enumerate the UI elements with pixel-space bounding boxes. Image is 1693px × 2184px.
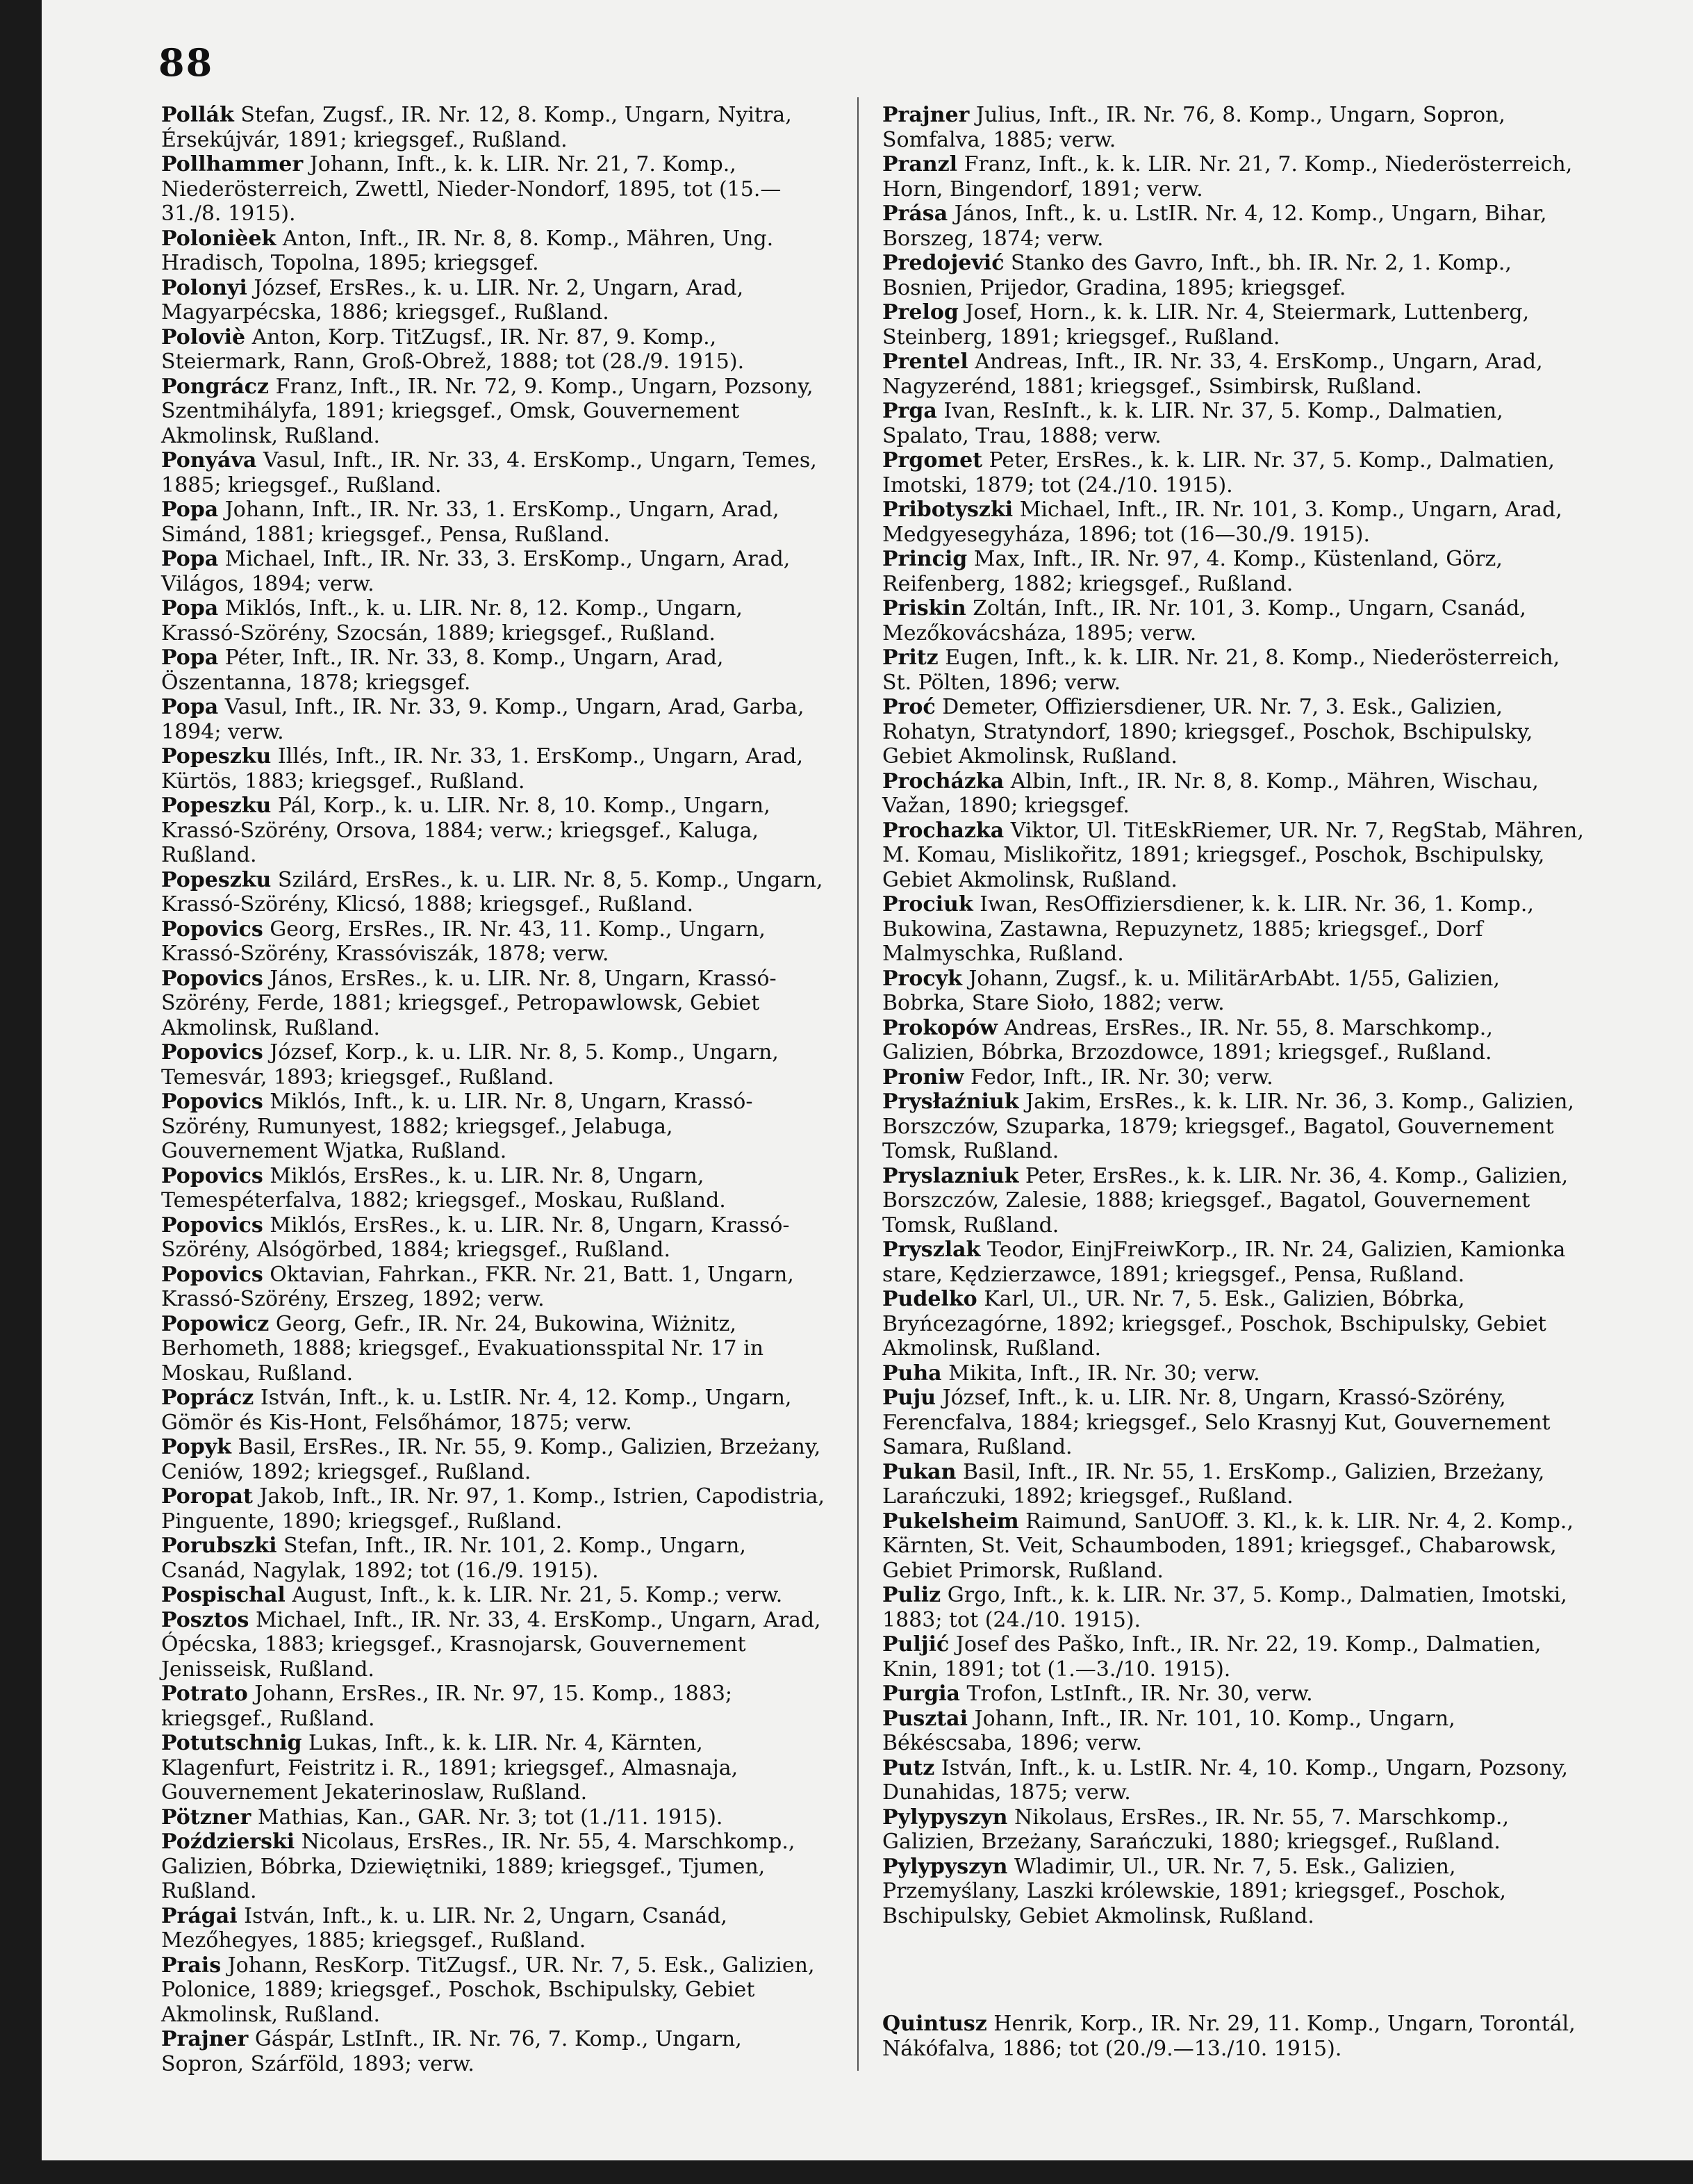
entry-details: Stanko des Gavro, Inft., bh. IR. Nr. 2, 1. Komp., Bosnien, Prijedor, Gradina, 1895; kriegsgef. (882, 251, 1512, 300)
register-entry (882, 1361, 1587, 1386)
entry-surname: Prentel (882, 350, 968, 374)
register-entry (882, 769, 1587, 819)
entry-surname: Prágai (161, 1903, 238, 1928)
entry-details: Stefan, Zugsf., IR. Nr. 12, 8. Komp., Ungarn, Nyitra, Érsekújvár, 1891; kriegsgef., Rußland. (161, 103, 792, 152)
entry-surname: Popovics (161, 917, 263, 942)
register-entry (882, 892, 1587, 967)
register-entry (882, 152, 1587, 202)
entry-details: Georg, ErsRes., IR. Nr. 43, 11. Komp., Ungarn, Krassó-Szörény, Krassóviszák, 1878; verw. (161, 917, 766, 966)
entry-details: Michael, Inft., IR. Nr. 33, 4. ErsKomp., Ungarn, Arad, Ópécska, 1883; kriegsgef., Krasnojarsk, Gouvernement Jenisseisk, Rußland. (161, 1607, 821, 1682)
entry-surname: Pranzl (882, 152, 958, 176)
entry-surname: Proniw (882, 1065, 964, 1090)
entry-details: Gáspár, LstInft., IR. Nr. 76, 7. Komp., Ungarn, Sopron, Szárföld, 1893; verw. (161, 2027, 742, 2076)
register-entry (161, 448, 828, 498)
entry-surname: Princig (882, 547, 968, 571)
entry-details: Lukas, Inft., k. k. LIR. Nr. 4, Kärnten, Klagenfurt, Feistritz i. R., 1891; kriegsgef., Almasnaja, Gouvernement Jekaterinoslaw, Rußland. (161, 1731, 738, 1805)
register-entry (161, 794, 828, 868)
entry-surname: Prais (161, 1953, 222, 1978)
entry-surname: Posztos (161, 1607, 249, 1632)
entry-details: Johann, ErsRes., IR. Nr. 97, 15. Komp., 1883; kriegsgef., Rußland. (161, 1682, 733, 1731)
register-entry (161, 1386, 828, 1435)
register-entry (161, 375, 828, 449)
entry-details: Johann, Inft., IR. Nr. 33, 1. ErsKomp., Ungarn, Arad, Simánd, 1881; kriegsgef., Pensa, Rußland. (161, 498, 779, 547)
entry-details: Miklós, ErsRes., k. u. LIR. Nr. 8, Ungarn, Temespéterfalva, 1882; kriegsgef., Moskau, Rußland. (161, 1163, 726, 1213)
letter-section-gap (882, 1928, 1587, 2012)
entry-surname: Prgomet (882, 448, 983, 473)
register-entry (882, 251, 1587, 300)
entry-surname: Popowicz (161, 1311, 270, 1336)
entry-surname: Popovics (161, 1262, 263, 1287)
register-entry (882, 547, 1587, 596)
entry-details: Julius, Inft., IR. Nr. 76, 8. Komp., Ungarn, Sopron, Somfalva, 1885; verw. (882, 103, 1505, 152)
entry-details: Nicolaus, ErsRes., IR. Nr. 55, 4. Marschkomp., Galizien, Bóbrka, Dziewiętniki, 1889; kriegsgef., Tjumen, Rußland. (161, 1830, 795, 1903)
register-entry (882, 2012, 1587, 2061)
page-number: 88 (158, 40, 214, 85)
entry-details: Illés, Inft., IR. Nr. 33, 1. ErsKomp., Ungarn, Arad, Kürtös, 1883; kriegsgef., Rußland. (161, 744, 804, 794)
entry-details: Peter, ErsRes., k. k. LIR. Nr. 37, 5. Komp., Dalmatien, Imotski, 1879; tot (24./10. 1915). (882, 448, 1555, 498)
entry-surname: Pryslazniuk (882, 1163, 1019, 1188)
entry-surname: Popa (161, 547, 219, 571)
entry-details: István, Inft., k. u. LstIR. Nr. 4, 10. Komp., Ungarn, Pozsony, Dunahidas, 1875; verw. (882, 1755, 1569, 1805)
entry-details: Josef des Paško, Inft., IR. Nr. 22, 19. Komp., Dalmatien, Knin, 1891; tot (1.—3./10. 1915). (882, 1632, 1542, 1682)
register-entry (161, 498, 828, 547)
entry-details: Jakob, Inft., IR. Nr. 97, 1. Komp., Istrien, Capodistria, Pinguente, 1890; kriegsgef., Rußland. (161, 1484, 825, 1534)
entry-surname: Puljić (882, 1632, 950, 1657)
entry-surname: Popa (161, 498, 219, 522)
entry-details: Miklós, Inft., k. u. LIR. Nr. 8, Ungarn, Krassó-Szörény, Rumunyest, 1882; kriegsgef., Jelabuga, Gouvernement Wjatka, Rußland. (161, 1090, 753, 1163)
register-entry (161, 1534, 828, 1583)
register-entry (882, 1707, 1587, 1756)
entry-details: Johann, Inft., IR. Nr. 101, 10. Komp., Ungarn, Békéscsaba, 1896; verw. (882, 1706, 1455, 1755)
register-entry (882, 596, 1587, 646)
entry-details: Miklós, Inft., k. u. LIR. Nr. 8, 12. Komp., Ungarn, Krassó-Szörény, Szocsán, 1889; kriegsgef., Rußland. (161, 596, 743, 646)
register-entry (882, 103, 1587, 152)
entry-details: Teodor, EinjFreiwKorp., IR. Nr. 24, Galizien, Kamionka stare, Kędzierzawce, 1891; kriegsgef., Pensa, Rußland. (882, 1238, 1566, 1287)
entry-details: István, Inft., k. u. LIR. Nr. 2, Ungarn, Csanád, Mezőhegyes, 1885; kriegsgef., Rußland. (161, 1903, 727, 1953)
entry-details: Oktavian, Fahrkan., FKR. Nr. 21, Batt. 1, Ungarn, Krassó-Szörény, Erszeg, 1892; verw. (161, 1262, 794, 1311)
entry-surname: Pongrácz (161, 374, 270, 399)
entry-surname: Putz (882, 1755, 935, 1780)
entry-surname: Predojević (882, 251, 1005, 275)
entry-details: Trofon, LstInft., IR. Nr. 30, verw. (966, 1682, 1313, 1706)
register-entry (161, 1090, 828, 1164)
entry-surname: Popa (161, 596, 219, 621)
entry-surname: Popa (161, 646, 219, 670)
register-entry (161, 325, 828, 375)
entry-details: Demeter, Offiziersdiener, UR. Nr. 7, 3. Esk., Galizien, Rohatyn, Stratyndorf, 1890; kriegsgef., Poschok, Bschipulsky, Gebiet Akmolinsk, Rußland. (882, 695, 1533, 769)
entry-details: Stefan, Inft., IR. Nr. 101, 2. Komp., Ungarn, Csanád, Nagylak, 1892; tot (16./9. 1915). (161, 1534, 746, 1583)
entry-surname: Popeszku (161, 794, 272, 818)
register-entry (161, 1040, 828, 1090)
register-entry (882, 1460, 1587, 1509)
register-entry (882, 1805, 1587, 1855)
register-entry (161, 1830, 828, 1904)
entry-surname: Quintusz (882, 2012, 987, 2036)
entry-details: Raimund, SanUOff. 3. Kl., k. k. LIR. Nr. 4, 2. Komp., Kärnten, St. Veit, Schaumboden, 1891; kriegsgef., Chabarowsk, Gebiet Primorsk, Rußland. (882, 1509, 1574, 1583)
entry-details: Albin, Inft., IR. Nr. 8, 8. Komp., Mähren, Wischau, Važan, 1890; kriegsgef. (882, 769, 1539, 818)
entry-surname: Poprácz (161, 1386, 254, 1410)
entry-details: József, ErsRes., k. u. LIR. Nr. 2, Ungarn, Arad, Magyarpécska, 1886; kriegsgef., Rußland. (161, 275, 744, 325)
register-entry (161, 1608, 828, 1682)
register-entry (882, 399, 1587, 448)
entry-details: Vasul, Inft., IR. Nr. 33, 4. ErsKomp., Ungarn, Temes, 1885; kriegsgef., Rußland. (161, 448, 817, 498)
register-entry (161, 646, 828, 695)
entry-details: Max, Inft., IR. Nr. 97, 4. Komp., Küstenland, Görz, Reifenberg, 1882; kriegsgef., Rußland. (882, 547, 1503, 596)
entry-surname: Proć (882, 695, 936, 719)
register-entry (161, 2027, 828, 2076)
entry-surname: Pudelko (882, 1287, 977, 1311)
register-entry (882, 300, 1587, 350)
column-divider (857, 97, 859, 2071)
entry-details: János, Inft., k. u. LstIR. Nr. 4, 12. Komp., Ungarn, Bihar, Borszeg, 1874; verw. (882, 202, 1547, 251)
entry-details: Grgo, Inft., k. k. LIR. Nr. 37, 5. Komp., Dalmatien, Imotski, 1883; tot (24./10. 1915). (882, 1583, 1567, 1632)
register-entry (882, 819, 1587, 893)
entry-surname: Pukelsheim (882, 1509, 1019, 1534)
register-entry (882, 1632, 1587, 1682)
entry-details: Zoltán, Inft., IR. Nr. 101, 3. Komp., Ungarn, Csanád, Mezőkovácsháza, 1895; verw. (882, 596, 1526, 646)
scan-left-edge (0, 0, 42, 2184)
register-entry (161, 1213, 828, 1263)
entry-surname: Polonyi (161, 275, 247, 300)
entry-details: Franz, Inft., k. k. LIR. Nr. 21, 7. Komp., Niederösterreich, Horn, Bingendorf, 1891; verw. (882, 152, 1573, 202)
register-entry (882, 448, 1587, 498)
entry-surname: Popeszku (161, 867, 272, 892)
register-entry (161, 1682, 828, 1731)
right-column (882, 103, 1587, 2061)
entry-details: Wladimir, Ul., UR. Nr. 7, 5. Esk., Galizien, Przemyślany, Laszki królewskie, 1891; kriegsgef., Poschok, Bschipulsky, Gebiet Akmolinsk, Rußland. (882, 1854, 1507, 1928)
entry-surname: Prysłaźniuk (882, 1090, 1019, 1114)
register-entry (161, 1583, 828, 1608)
entry-details: Johann, Inft., k. k. LIR. Nr. 21, 7. Komp., Niederösterreich, Zwettl, Nieder-Nondorf, 1895, tot (15.—31./8. 1915). (161, 152, 782, 226)
entry-details: Iwan, ResOffiziersdiener, k. k. LIR. Nr. 36, 1. Komp., Bukowina, Zastawna, Repuzynetz, 1885; kriegsgef., Dorf Malmyschka, Rußland. (882, 892, 1534, 966)
register-entry (882, 1287, 1587, 1361)
entry-surname: Popovics (161, 1163, 263, 1188)
register-entry (161, 152, 828, 227)
entry-surname: Poździerski (161, 1830, 295, 1854)
entry-details: Michael, Inft., IR. Nr. 101, 3. Komp., Ungarn, Arad, Medgyesegyháza, 1896; tot (16—30./9. 1915). (882, 498, 1562, 547)
entry-surname: Prga (882, 399, 937, 423)
entry-details: Andreas, Inft., IR. Nr. 33, 4. ErsKomp., Ungarn, Arad, Nagyzerénd, 1881; kriegsgef., Ssimbirsk, Rußland. (882, 350, 1543, 399)
register-entry (161, 917, 828, 967)
register-entry (161, 695, 828, 744)
entry-details: Andreas, ErsRes., IR. Nr. 55, 8. Marschkomp., Galizien, Bóbrka, Brzozdowce, 1891; kriegsgef., Rußland. (882, 1015, 1493, 1065)
entry-details: Johann, Zugsf., k. u. MilitärArbAbt. 1/55, Galizien, Bobrka, Stare Sioło, 1882; verw. (882, 966, 1500, 1015)
entry-details: Vasul, Inft., IR. Nr. 33, 9. Komp., Ungarn, Arad, Garba, 1894; verw. (161, 695, 804, 744)
entry-surname: Ponyáva (161, 448, 257, 473)
entry-surname: Popovics (161, 1213, 263, 1238)
entry-surname: Pribotyszki (882, 498, 1014, 522)
entry-details: Anton, Korp. TitZugsf., IR. Nr. 87, 9. Komp., Steiermark, Rann, Groß-Obrež, 1888; tot (28./9. 1915). (161, 325, 745, 374)
entry-details: Josef, Horn., k. k. LIR. Nr. 4, Steiermark, Luttenberg, Steinberg, 1891; kriegsgef., Rußland. (882, 300, 1530, 350)
register-entry (882, 1065, 1587, 1090)
entry-surname: Poropat (161, 1484, 253, 1509)
register-entry (882, 1386, 1587, 1460)
register-entry (161, 1904, 828, 1953)
scan-bottom-edge (0, 2160, 1693, 2184)
entry-surname: Polonièek (161, 226, 276, 251)
entry-details: Michael, Inft., IR. Nr. 33, 3. ErsKomp., Ungarn, Arad, Világos, 1894; verw. (161, 547, 791, 596)
entry-details: Szilárd, ErsRes., k. u. LIR. Nr. 8, 5. Komp., Ungarn, Krassó-Szörény, Klicsó, 1888; kriegsgef., Rußland. (161, 867, 823, 917)
register-entry (161, 103, 828, 152)
entry-surname: Prajner (161, 2027, 249, 2051)
entry-details: Viktor, Ul. TitEskRiemer, UR. Nr. 7, RegStab, Mähren, M. Komau, Mislikořitz, 1891; kriegsgef., Poschok, Bschipulsky, Gebiet Akmolinsk, Rußland. (882, 818, 1584, 892)
entry-surname: Prokopów (882, 1015, 998, 1040)
register-entry (882, 1682, 1587, 1707)
register-entry (882, 1509, 1587, 1584)
entry-surname: Pritz (882, 646, 939, 670)
entry-details: Nikolaus, ErsRes., IR. Nr. 55, 7. Marschkomp., Galizien, Brzeżany, Sarańczuki, 1880; kriegsgef., Rußland. (882, 1805, 1509, 1854)
entry-surname: Priskin (882, 596, 966, 621)
entry-surname: Puha (882, 1361, 942, 1386)
register-entry (161, 1312, 828, 1386)
entry-surname: Pylypyszyn (882, 1805, 1008, 1830)
register-entry (161, 1731, 828, 1805)
register-entry (161, 868, 828, 917)
register-entry (882, 1855, 1587, 1929)
entry-surname: Pollhammer (161, 152, 304, 176)
entry-surname: Pusztai (882, 1706, 968, 1731)
entry-surname: Popeszku (161, 744, 272, 769)
entry-surname: Prochazka (882, 818, 1005, 843)
register-entry (161, 1953, 828, 2028)
register-entry (882, 646, 1587, 695)
entry-surname: Pollák (161, 103, 234, 127)
entry-details: Johann, ResKorp. TitZugsf., UR. Nr. 7, 5. Esk., Galizien, Polonice, 1889; kriegsgef., Poschok, Bschipulsky, Gebiet Akmolinsk, Rußland. (161, 1953, 815, 2027)
register-entry (161, 744, 828, 794)
entry-details: Henrik, Korp., IR. Nr. 29, 11. Komp., Ungarn, Torontál, Nákófalva, 1886; tot (20./9.—13./10. 1915). (882, 2012, 1576, 2061)
entry-surname: Purgia (882, 1682, 960, 1706)
entry-surname: Puju (882, 1386, 936, 1410)
entry-details: Georg, Gefr., IR. Nr. 24, Bukowina, Wiżnitz, Berhometh, 1888; kriegsgef., Evakuationsspital Nr. 17 in Moskau, Rußland. (161, 1311, 764, 1386)
register-entry (161, 1435, 828, 1484)
register-entry (882, 1238, 1587, 1287)
entry-surname: Procyk (882, 966, 962, 991)
entry-surname: Puliz (882, 1583, 941, 1607)
register-entry (882, 498, 1587, 547)
entry-surname: Popa (161, 695, 219, 719)
entry-surname: Pukan (882, 1459, 957, 1484)
entry-surname: Prociuk (882, 892, 973, 917)
entry-details: József, Inft., k. u. LIR. Nr. 8, Ungarn, Krassó-Szörény, Ferencfalva, 1884; kriegsgef., Selo Krasnyj Kut, Gouvernement Samara, Rußland. (882, 1386, 1551, 1459)
register-entry (882, 1016, 1587, 1065)
entry-details: Fedor, Inft., IR. Nr. 30; verw. (970, 1065, 1273, 1090)
entry-surname: Procházka (882, 769, 1005, 794)
entry-details: Basil, ErsRes., IR. Nr. 55, 9. Komp., Galizien, Brzeżany, Ceniów, 1892; kriegsgef., Rußland. (161, 1435, 821, 1484)
register-entry (161, 547, 828, 596)
entry-surname: Popyk (161, 1435, 231, 1459)
entry-surname: Prelog (882, 300, 959, 325)
entry-details: János, ErsRes., k. u. LIR. Nr. 8, Ungarn, Krassó-Szörény, Ferde, 1881; kriegsgef., Petropawlowsk, Gebiet Akmolinsk, Rußland. (161, 966, 777, 1040)
entry-surname: Pylypyszyn (882, 1854, 1008, 1879)
entry-surname: Poloviè (161, 325, 246, 350)
register-entry (882, 202, 1587, 251)
register-entry (882, 695, 1587, 769)
entry-surname: Pryszlak (882, 1238, 981, 1262)
entry-details: Basil, Inft., IR. Nr. 55, 1. ErsKomp., Galizien, Brzeżany, Larańczuki, 1892; kriegsgef., Rußland. (882, 1459, 1545, 1509)
register-entry (161, 1164, 828, 1213)
left-column (161, 103, 828, 2076)
entry-details: Miklós, ErsRes., k. u. LIR. Nr. 8, Ungarn, Krassó-Szörény, Alsógörbed, 1884; kriegsgef., Rußland. (161, 1213, 790, 1262)
register-entry (161, 1805, 828, 1830)
entry-details: Péter, Inft., IR. Nr. 33, 8. Komp., Ungarn, Arad, Öszentanna, 1878; kriegsgef. (161, 646, 724, 695)
entry-details: Mathias, Kan., GAR. Nr. 3; tot (1./11. 1915). (257, 1805, 723, 1830)
entry-details: Franz, Inft., IR. Nr. 72, 9. Komp., Ungarn, Pozsony, Szentmihályfa, 1891; kriegsgef., Omsk, Gouvernement Akmolinsk, Rußland. (161, 374, 814, 448)
entry-details: Jakim, ErsRes., k. k. LIR. Nr. 36, 3. Komp., Galizien, Borszczów, Szuparka, 1879; kriegsgef., Bagatol, Gouvernement Tomsk, Rußland. (882, 1090, 1574, 1163)
entry-surname: Prajner (882, 103, 970, 127)
entry-details: Mikita, Inft., IR. Nr. 30; verw. (948, 1361, 1260, 1386)
entry-details: Ivan, ResInft., k. k. LIR. Nr. 37, 5. Komp., Dalmatien, Spalato, Trau, 1888; verw. (882, 399, 1503, 448)
entry-surname: Pötzner (161, 1805, 251, 1830)
register-entry (161, 596, 828, 646)
entry-surname: Pospischal (161, 1583, 286, 1607)
entry-details: Anton, Inft., IR. Nr. 8, 8. Komp., Mähren, Ung. Hradisch, Topolna, 1895; kriegsgef. (161, 226, 774, 275)
entry-surname: Popovics (161, 1040, 263, 1065)
register-entry (161, 967, 828, 1041)
entry-surname: Potutschnig (161, 1731, 302, 1755)
entry-details: Eugen, Inft., k. k. LIR. Nr. 21, 8. Komp., Niederösterreich, St. Pölten, 1896; verw. (882, 646, 1560, 695)
entry-details: Peter, ErsRes., k. k. LIR. Nr. 36, 4. Komp., Galizien, Borszczów, Zalesie, 1888; kriegsgef., Bagatol, Gouvernement Tomsk, Rußland. (882, 1163, 1569, 1238)
register-entry (882, 1164, 1587, 1238)
entry-details: József, Korp., k. u. LIR. Nr. 8, 5. Komp., Ungarn, Temesvár, 1893; kriegsgef., Rußland. (161, 1040, 779, 1090)
entry-surname: Popovics (161, 1090, 263, 1114)
register-entry (161, 1263, 828, 1312)
register-entry (882, 1090, 1587, 1164)
entry-surname: Prása (882, 202, 948, 226)
register-entry (882, 967, 1587, 1016)
register-entry (161, 276, 828, 325)
entry-surname: Potrato (161, 1682, 248, 1706)
entry-surname: Popovics (161, 966, 263, 991)
entry-surname: Porubszki (161, 1534, 277, 1558)
entry-details: Pál, Korp., k. u. LIR. Nr. 8, 10. Komp., Ungarn, Krassó-Szörény, Orsova, 1884; verw.; kriegsgef., Kaluga, Rußland. (161, 794, 770, 867)
register-entry (161, 1484, 828, 1534)
entry-details: Karl, Ul., UR. Nr. 7, 5. Esk., Galizien, Bóbrka, Bryńcezagórne, 1892; kriegsgef., Poschok, Bschipulsky, Gebiet Akmolinsk, Rußland. (882, 1287, 1546, 1361)
register-entry (882, 1756, 1587, 1805)
register-entry (882, 350, 1587, 399)
entry-details: István, Inft., k. u. LstIR. Nr. 4, 12. Komp., Ungarn, Gömör és Kis-Hont, Felsőhámor, 1875; verw. (161, 1386, 792, 1435)
register-entry (882, 1583, 1587, 1632)
register-entry (161, 227, 828, 276)
entry-details: August, Inft., k. k. LIR. Nr. 21, 5. Komp.; verw. (292, 1583, 783, 1607)
